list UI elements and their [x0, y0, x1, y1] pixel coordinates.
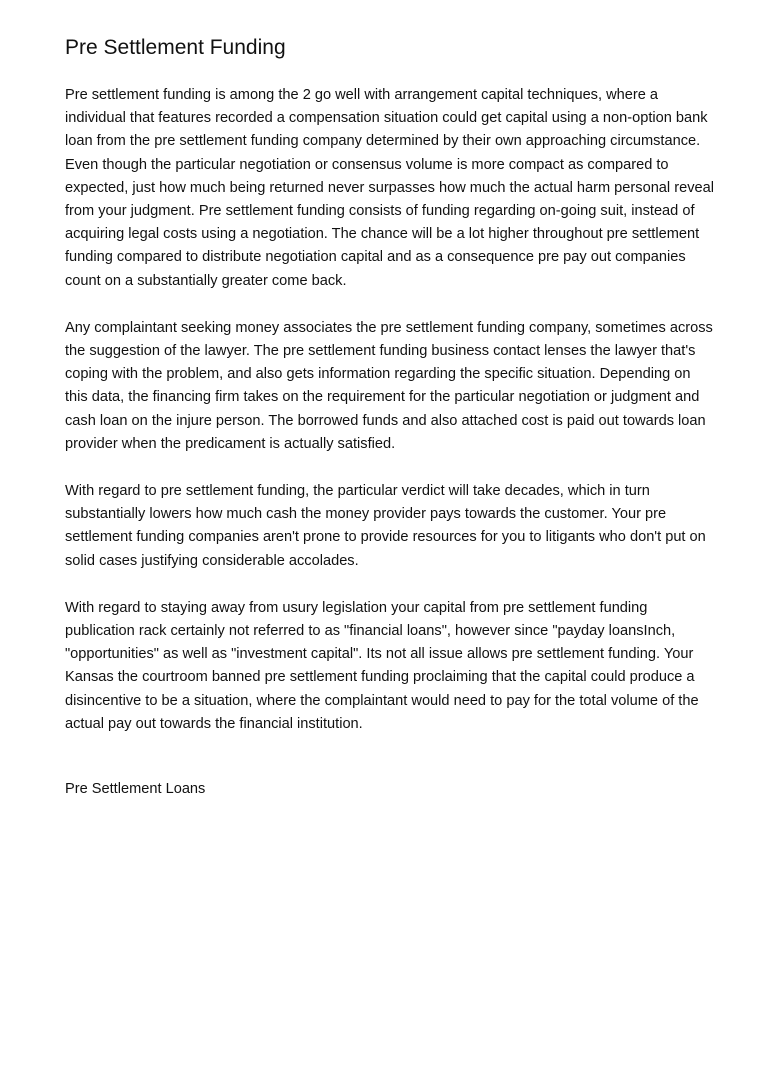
paragraph-1: Pre settlement funding is among the 2 go well with arrangement capital techniques, where a individual that features recorded a compensation situation could get capital using a non-option bank loan from the pre settlement funding company determined by their own approaching circumstance. Even though the particular negotiation or consensus volume is more compact as compared to expected, just how much being returned never surpasses how much the actual harm personal reveal from your judgment. Pre settlement funding consists of funding regarding on-going suit, instead of acquiring legal costs using a negotiation. The chance will be a lot higher throughout pre settlement funding compared to distribute negotiation capital and as a consequence pre pay out companies count on a substantially greater come back.: [65, 87, 714, 289]
page-title: Pre Settlement Funding: [65, 36, 286, 59]
document-page: [65, 32, 715, 801]
paragraph-3: With regard to pre settlement funding, the particular verdict will take decades, which in turn substantially lowers how much cash the money provider pays towards the customer. Your pre settlement funding companies aren't prone to provide resources for you to litigants who don't put on solid cases justifying considerable accolades.: [65, 483, 706, 569]
footer-link-pre-settlement-loans[interactable]: Pre Settlement Loans: [65, 781, 206, 798]
paragraph-2: Any complaintant seeking money associates the pre settlement funding company, sometimes across the suggestion of the lawyer. The pre settlement funding business contact lenses the lawyer that's coping with the problem, and also gets information regarding the specific situation. Depending on this data, the financing firm takes on the requirement for the particular negotiation or judgment and cash loan on the injure person. The borrowed funds and also attached cost is paid out towards loan provider when the predicament is actually satisfied.: [65, 319, 713, 452]
paragraph-4: With regard to staying away from usury legislation your capital from pre settlement funding publication rack certainly not referred to as "financial loans", however since "payday loansInch, "opportunities" as well as "investment capital". Its not all issue allows pre settlement funding. Your Kansas the courtroom banned pre settlement funding proclaiming that the capital could produce a disincentive to be a situation, where the complaintant would need to pay for the total volume of the actual pay out towards the financial institution.: [65, 599, 699, 732]
